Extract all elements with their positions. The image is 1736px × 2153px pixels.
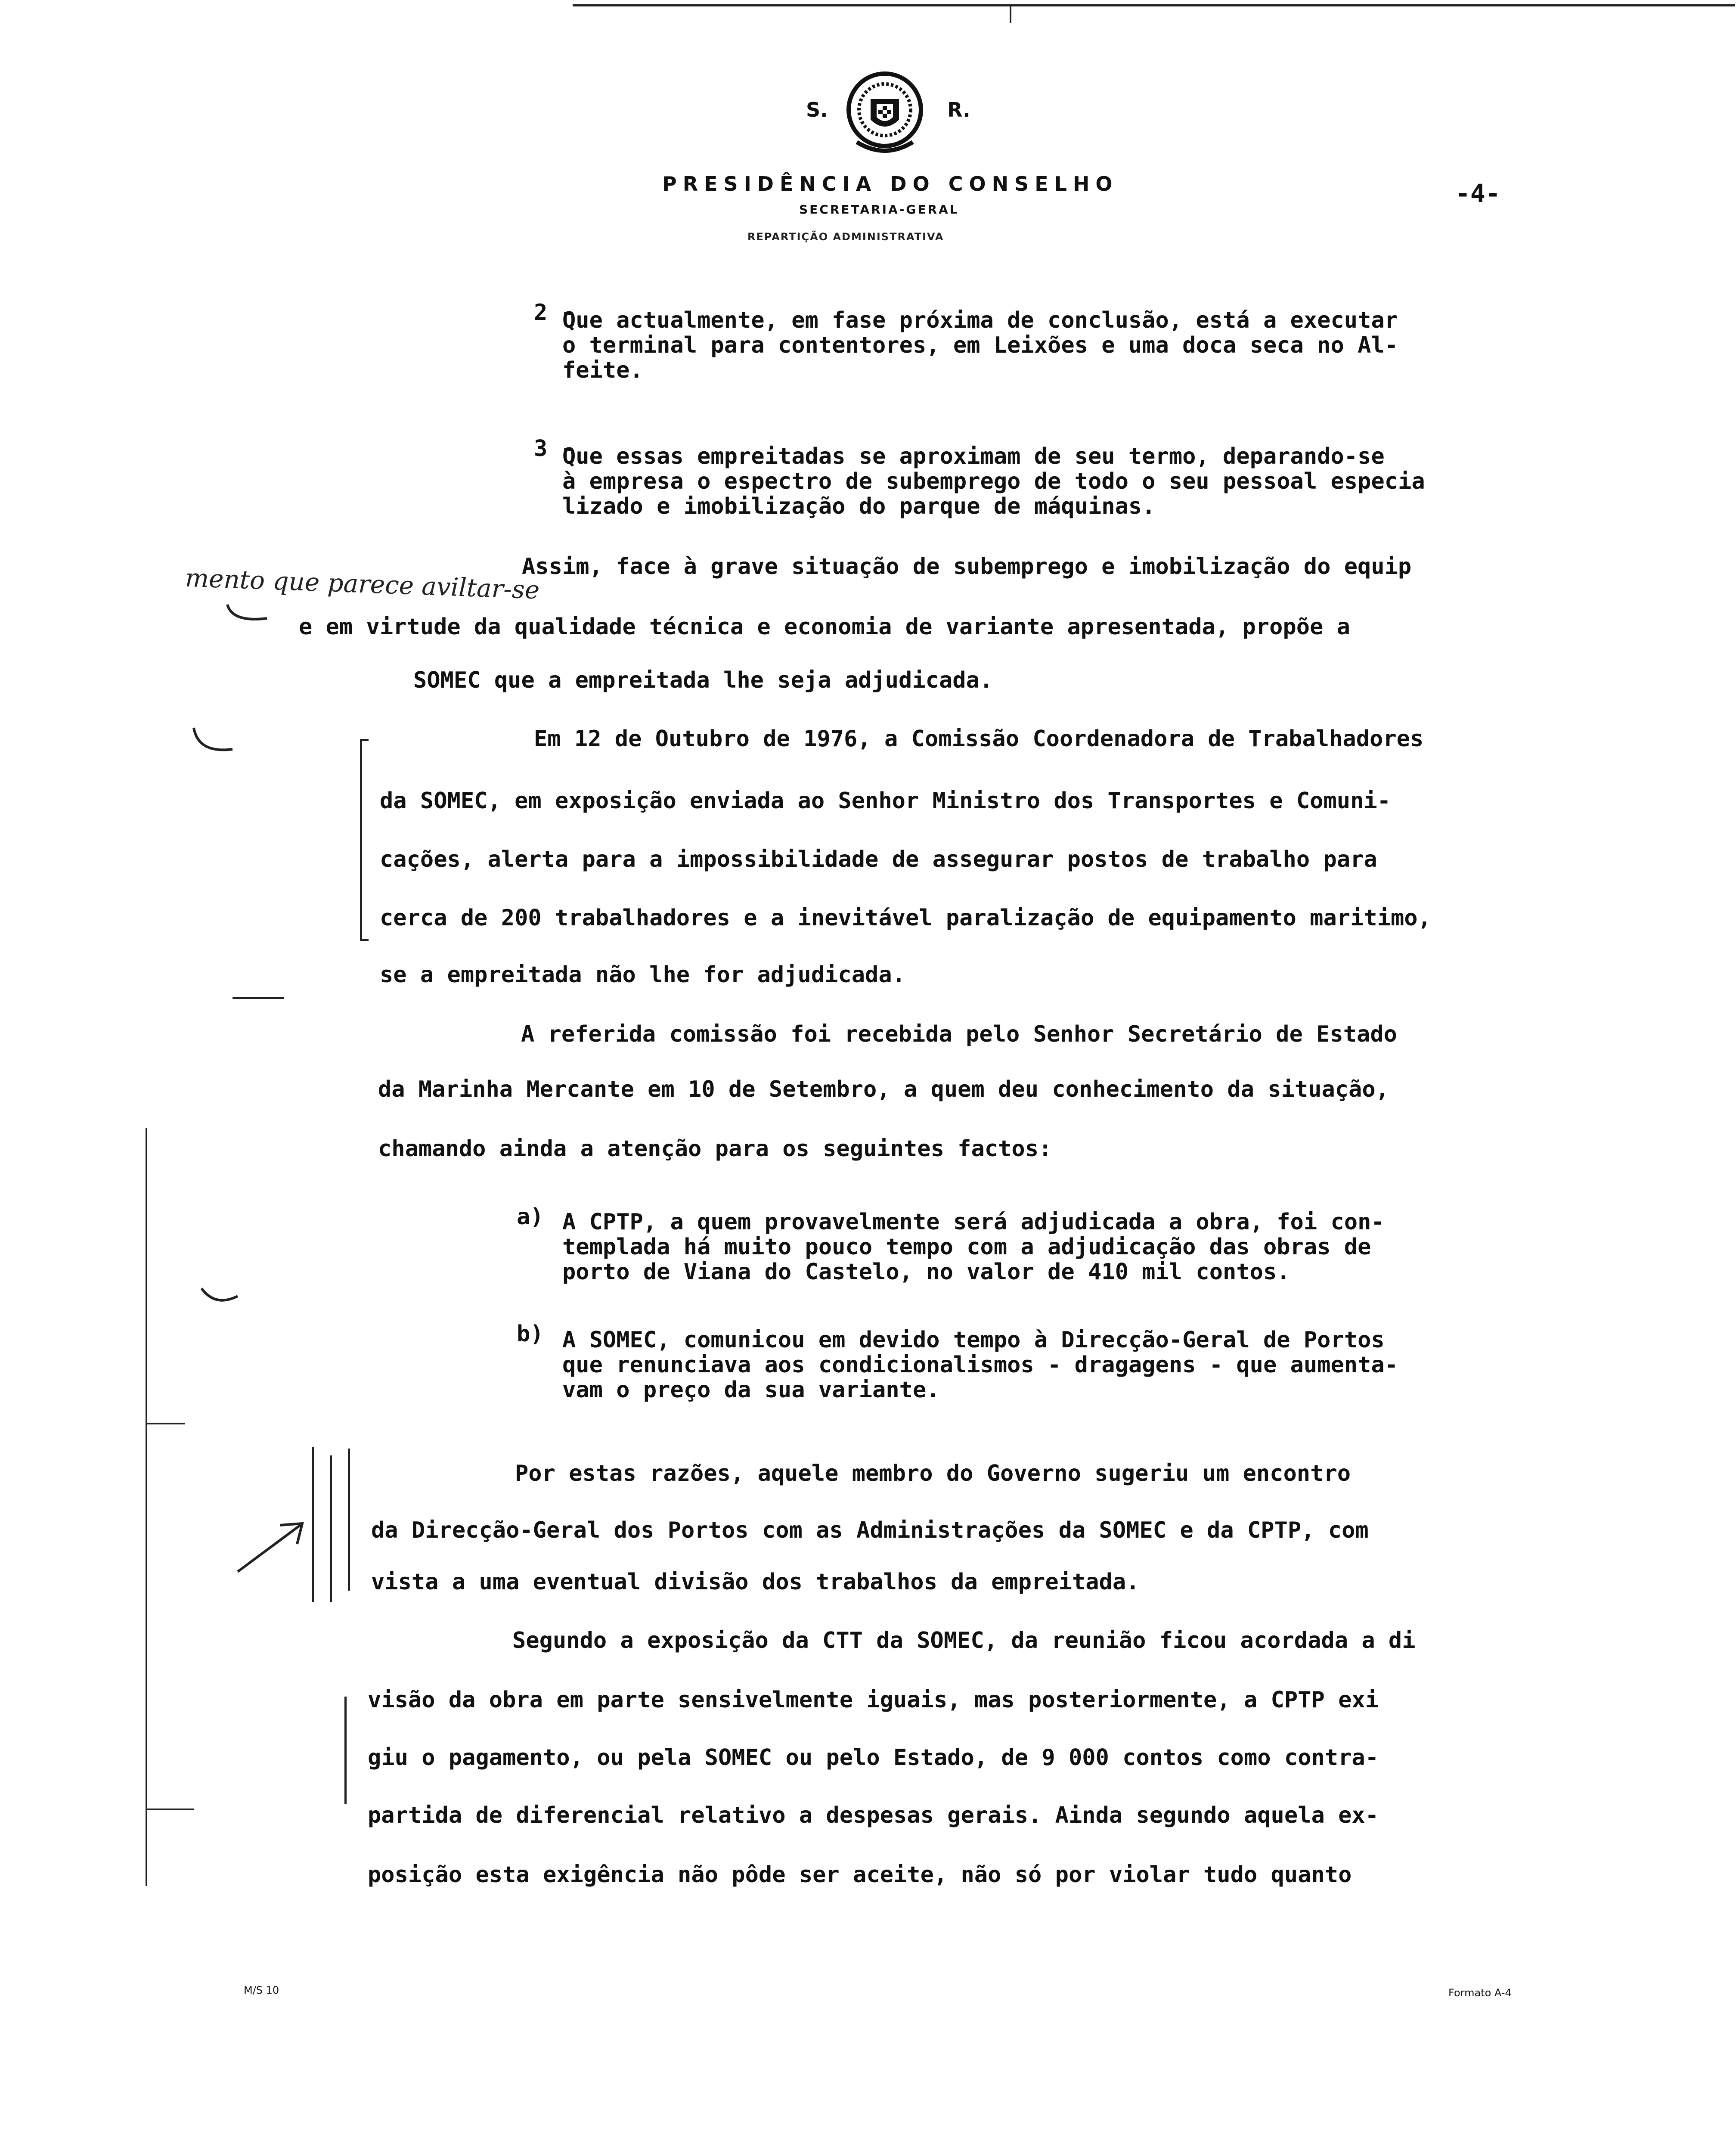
segundo-line-3: giu o pagamento, ou pela SOMEC ou pelo Estado, de 9 000 contos como contra- <box>368 1745 1379 1771</box>
margin-dash-2 <box>146 1423 185 1424</box>
margin-dash-1 <box>232 997 284 999</box>
oct-line-5: se a empreitada não lhe for adjudicada. <box>380 962 905 988</box>
segundo-line-1: Segundo a exposição da CTT da SOMEC, da reunião ficou acordada a di <box>512 1628 1416 1654</box>
top-rule <box>573 4 1735 6</box>
segundo-line-2: visão da obra em parte sensivelmente iguais, mas posteriormente, a CPTP exi <box>368 1687 1379 1713</box>
margin-bracket-oct-bottom <box>360 939 369 941</box>
fact-b-label: b) <box>517 1321 544 1347</box>
handwritten-arrow-icon <box>232 1516 310 1576</box>
handwritten-margin-note: mento que parece aviltar-se <box>185 563 540 605</box>
footer-format: Formato A-4 <box>1448 1987 1512 1999</box>
margin-curve-2 <box>198 1283 241 1309</box>
fact-b-line-2: que renunciava aos condicionalismos - dragagens - que aumenta- <box>562 1352 1398 1378</box>
fact-a-line-2: templada há muito pouco tempo com a adjudicação das obras de <box>562 1234 1371 1260</box>
oct-line-2: da SOMEC, em exposição enviada ao Senhor Ministro dos Transportes e Comuni- <box>380 788 1391 814</box>
segundo-line-4: partida de diferencial relativo a despesas gerais. Ainda segundo aquela ex- <box>368 1802 1379 1828</box>
top-tick <box>1010 4 1011 23</box>
razoes-line-2: da Direcção-Geral dos Portos com as Administrações da SOMEC e da CPTP, com <box>371 1517 1369 1543</box>
assim-line-2: e em virtude da qualidade técnica e economia de variante apresentada, propõe a <box>299 614 1350 640</box>
margin-bracket-oct-top <box>360 739 369 741</box>
fact-b-line-3: vam o preço da sua variante. <box>562 1377 940 1403</box>
fact-a-line-1: A CPTP, a quem provavelmente será adjudicada a obra, foi con- <box>562 1209 1385 1235</box>
office-title: PRESIDÊNCIA DO CONSELHO <box>662 172 1119 195</box>
margin-edge-line <box>146 1128 147 1886</box>
razoes-line-1: Por estas razões, aquele membro do Governo sugeriu um encontro <box>515 1461 1351 1486</box>
margin-bracket-oct <box>360 739 362 941</box>
page-number: -4- <box>1455 179 1500 208</box>
oct-line-3: cações, alerta para a impossibilidade de assegurar postos de trabalho para <box>380 847 1377 872</box>
comissao-line-2: da Marinha Mercante em 10 de Setembro, a quem deu conhecimento da situação, <box>378 1076 1389 1102</box>
margin-dash-3 <box>146 1809 194 1810</box>
item3-number: 3 - <box>534 436 574 462</box>
oct-line-4: cerca de 200 trabalhadores e a inevitável paralização de equipamento maritimo, <box>380 905 1431 931</box>
item3-line-3: lizado e imobilização do parque de máquinas. <box>562 493 1156 519</box>
secretariat: SECRETARIA-GERAL <box>799 202 959 217</box>
repartition: REPARTIÇÃO ADMINISTRATIVA <box>747 231 944 243</box>
item2-number: 2 - <box>534 300 574 326</box>
footer-form-code: M/S 10 <box>244 1984 279 1996</box>
header-initial-left: S. <box>806 98 828 121</box>
razoes-line-3: vista a uma eventual divisão dos trabalhos da empreitada. <box>371 1569 1140 1595</box>
coat-of-arms-seal <box>844 69 926 159</box>
assim-line-1: Assim, face à grave situação de subemprego e imobilização do equip <box>522 554 1412 580</box>
fact-a-label: a) <box>517 1204 544 1230</box>
handwritten-arrow-mark <box>224 601 271 631</box>
assim-line-3: SOMEC que a empreitada lhe seja adjudicada. <box>413 667 993 693</box>
margin-line-2 <box>330 1455 332 1602</box>
fact-a-line-3: porto de Viana do Castelo, no valor de 410 mil contos. <box>562 1259 1290 1285</box>
item2-line-1: Que actualmente, em fase próxima de conclusão, está a executar <box>562 307 1398 333</box>
item3-line-2: à empresa o espectro de subemprego de todo o seu pessoal especia <box>562 468 1425 494</box>
margin-line-1 <box>312 1447 314 1602</box>
item3-line-1: Que essas empreitadas se aproximam de seu termo, deparando-se <box>562 444 1385 469</box>
margin-bracket-segundo <box>344 1697 347 1804</box>
fact-b-line-1: A SOMEC, comunicou em devido tempo à Direcção-Geral de Portos <box>562 1327 1385 1353</box>
margin-curve-1 <box>189 723 237 758</box>
item2-line-2: o terminal para contentores, em Leixões e uma doca seca no Al- <box>562 332 1398 358</box>
oct-line-1: Em 12 de Outubro de 1976, a Comissão Coordenadora de Trabalhadores <box>534 726 1424 752</box>
comissao-line-1: A referida comissão foi recebida pelo Senhor Secretário de Estado <box>521 1021 1397 1047</box>
segundo-line-5: posição esta exigência não pôde ser aceite, não só por violar tudo quanto <box>368 1862 1352 1888</box>
margin-line-3 <box>348 1449 350 1591</box>
item2-line-3: feite. <box>562 357 643 383</box>
header-initial-right: R. <box>947 98 970 121</box>
comissao-line-3: chamando ainda a atenção para os seguintes factos: <box>378 1136 1052 1162</box>
